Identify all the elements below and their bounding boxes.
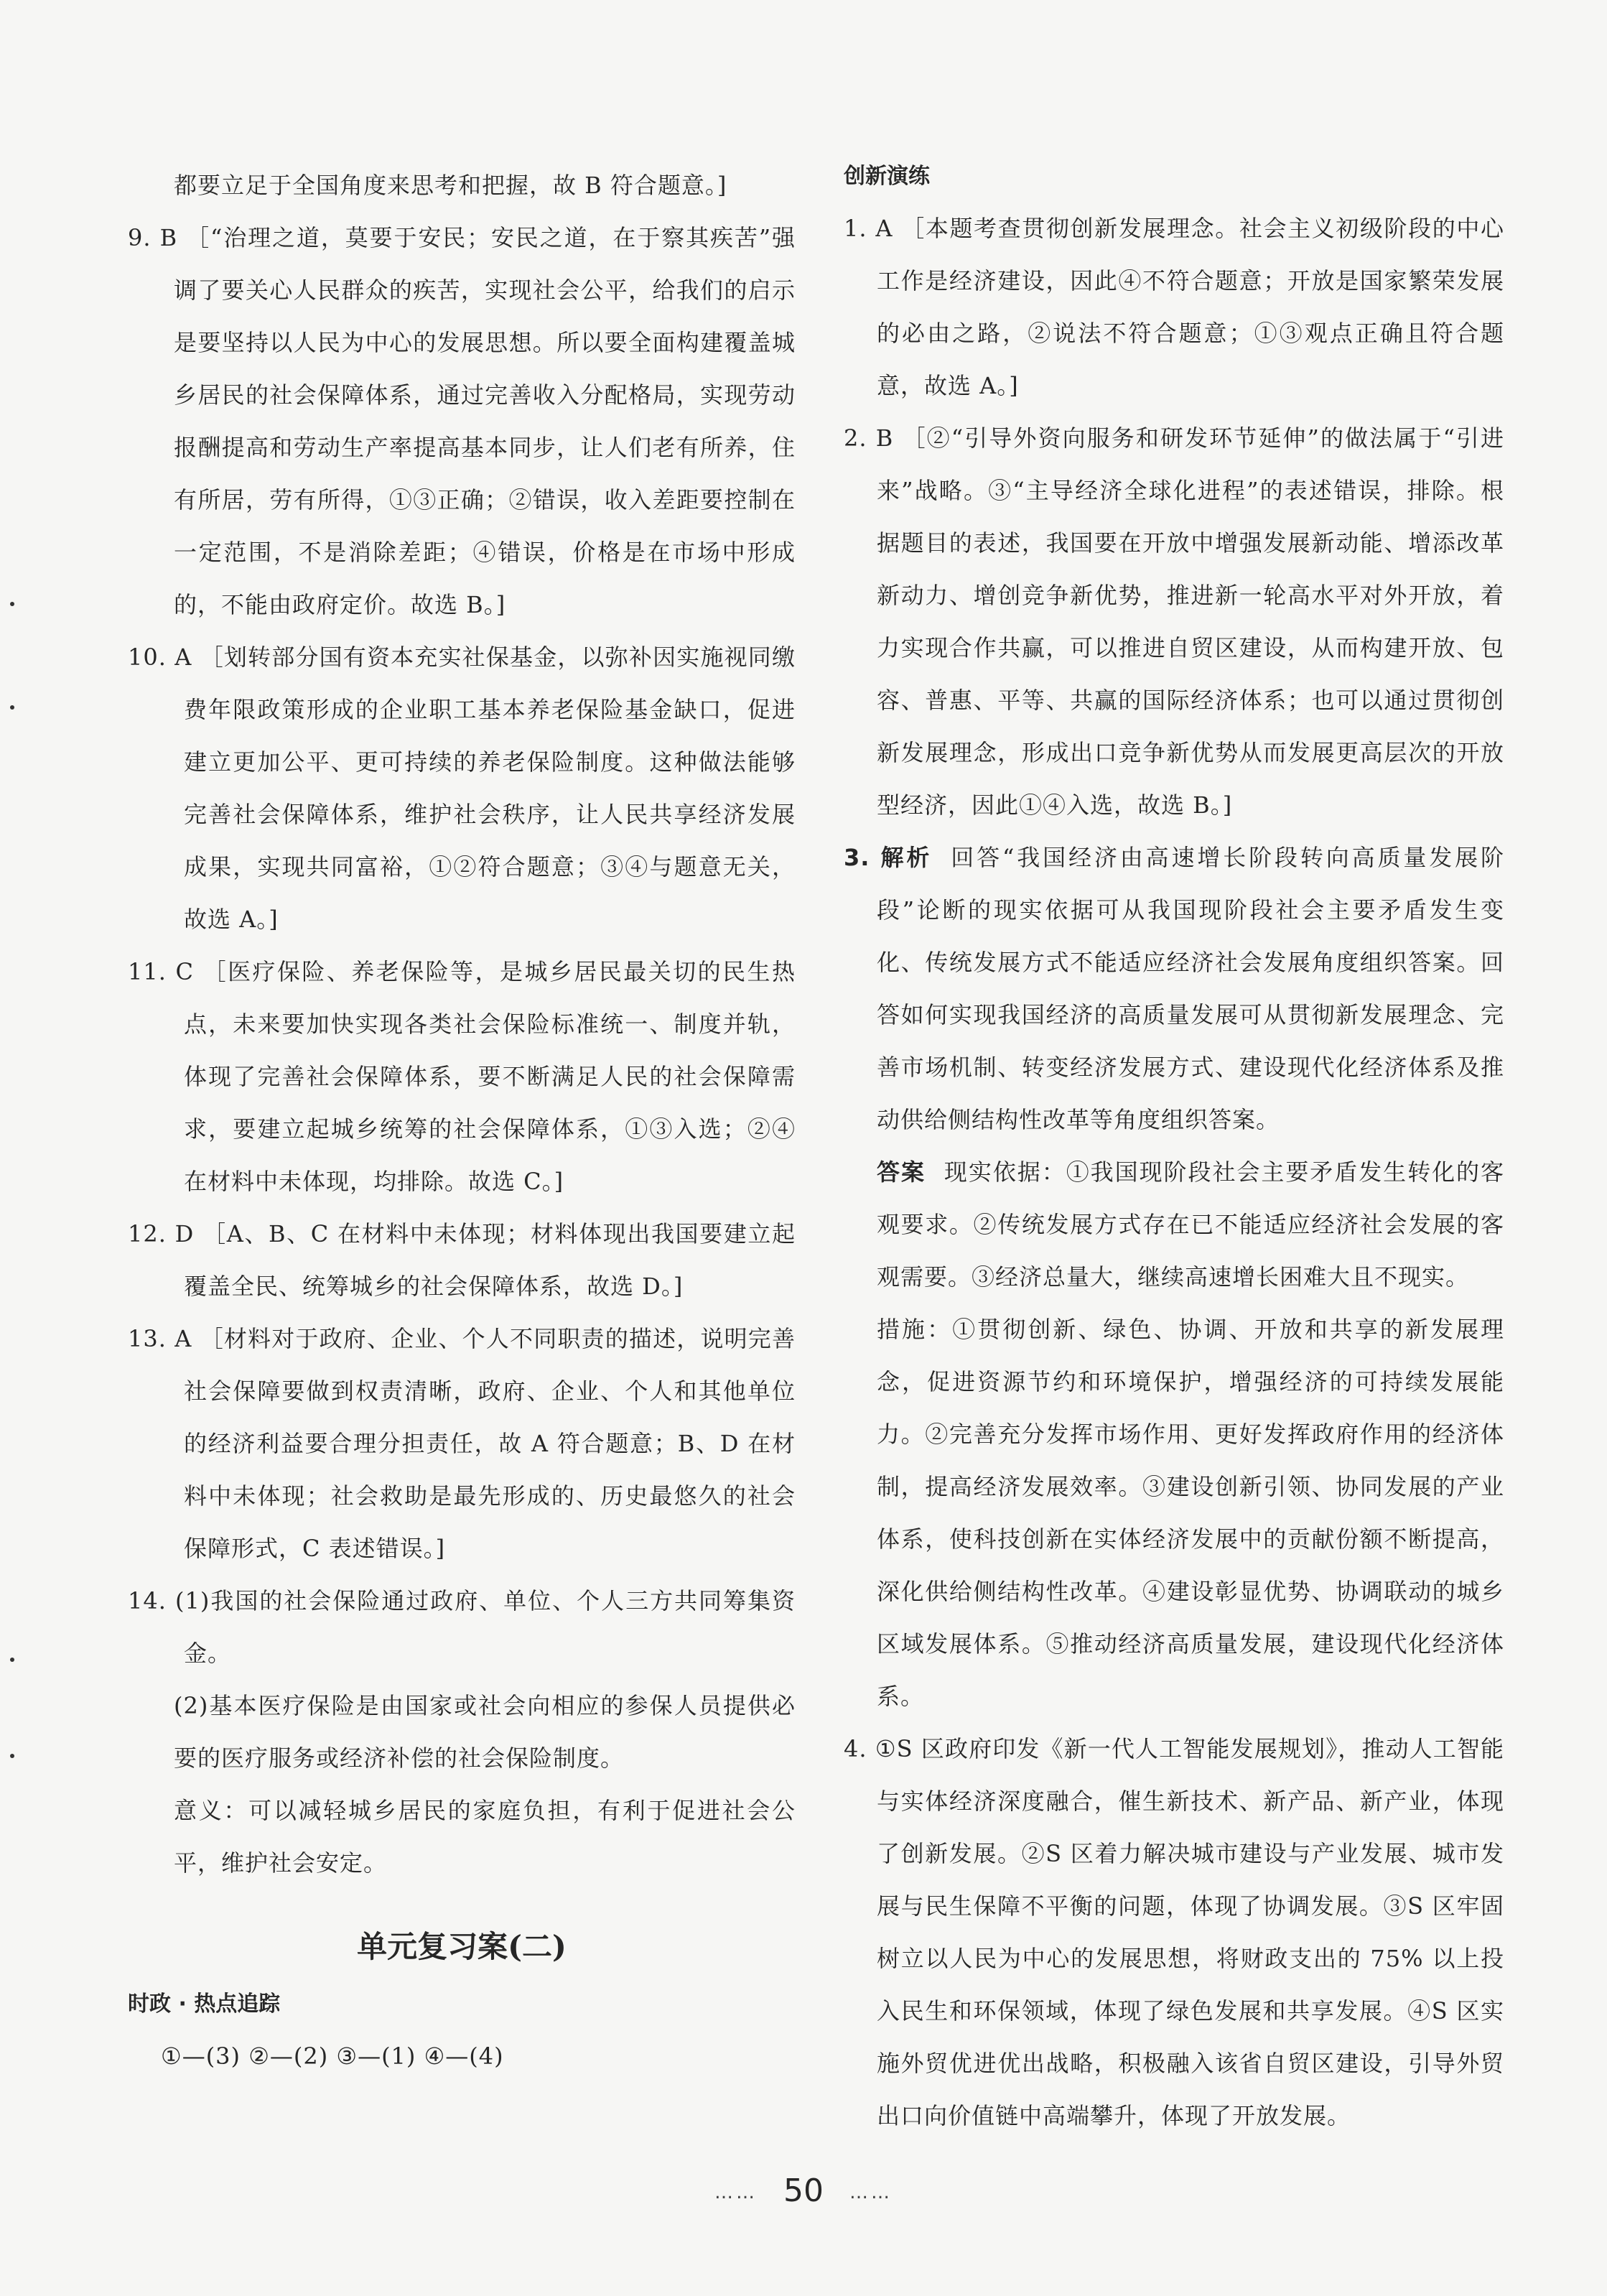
unit-review-title: 单元复习案(二) bbox=[357, 1929, 567, 1964]
answer-11: 11. C ［医疗保险、养老保险等，是城乡居民最关切的民生热点，未来要加快实现各类社会保险标准统一、制度并轨，体现了完善社会保障体系，要不断满足人民的社会保障需求，要建立起城乡统筹的社会保障体系，①③入选；②④在材料中未体现，均排除。故选 C。] bbox=[128, 958, 796, 1195]
footer-dots-left: …… bbox=[714, 2182, 758, 2203]
answer-r3-measures: 措施：①贯彻创新、绿色、协调、开放和共享的新发展理念，促进资源节约和环境保护，增强经济的可持续发展能力。②完善充分发挥市场作用、更好发挥政府作用的经济体制，提高经济发展效率。③建设创新引领、协同发展的产业体系，使科技创新在实体经济发展中的贡献份额不断提高，深化供给侧结构性改革。④建设彰显优势、协调联动的城乡区域发展体系。⑤推动经济高质量发展，建设现代化经济体系。 bbox=[877, 1316, 1504, 1710]
answer-r2: 2. B ［②“引导外资向服务和研发环节延伸”的做法属于“引进来”战略。③“主导经济全球化进程”的表述错误，排除。根据题目的表述，我国要在开放中增强发展新动能、增添改革新动力、增创竞争新优势，推进新一轮高水平对外开放，着力实现合作共赢，可以推进自贸区建设，从而构建开放、包容、普惠、平等、共赢的国际经济体系；也可以通过贯彻创新发展理念，形成出口竞争新优势从而发展更高层次的开放型经济，因此①④入选，故选 B。] bbox=[844, 424, 1504, 819]
answer-r3-basis bbox=[844, 1146, 1504, 1303]
answer-label: 答案 bbox=[877, 1158, 926, 1186]
margin-mark bbox=[10, 602, 14, 606]
analysis-label: 3. 解析 bbox=[844, 844, 933, 871]
margin-mark bbox=[10, 1658, 14, 1662]
margin-mark bbox=[10, 705, 14, 710]
answer-14-part1: 14. (1)我国的社会保险通过政府、单位、个人三方共同筹集资金。 bbox=[128, 1587, 796, 1667]
answer-12: 12. D ［A、B、C 在材料中未体现；材料体现出我国要建立起覆盖全民、统筹城乡的社会保障体系，故选 D。] bbox=[128, 1220, 796, 1300]
footer-dots-right: …… bbox=[849, 2182, 893, 2203]
left-column bbox=[128, 159, 796, 2083]
answer-10: 10. A ［划转部分国有资本充实社保基金，以弥补因实施视同缴费年限政策形成的企业职工基本养老保险基金缺口，促进建立更加公平、更可持续的养老保险制度。这种做法能够完善社会保障体系，维护社会秩序，让人民共享经济发展成果，实现共同富裕，①②符合题意；③④与题意无关，故选 A。] bbox=[128, 643, 796, 933]
answer-r4: 4. ①S 区政府印发《新一代人工智能发展规划》，推动人工智能与实体经济深度融合，催生新技术、新产品、新产业，体现了创新发展。②S 区着力解决城市建设与产业发展、城市发展与民生保障不平衡的问题，体现了协调发展。③S 区牢固树立以人民为中心的发展思想，将财政支出的 75% 以上投入民生和环保领域，体现了绿色发展和共享发展。④S 区实施外贸优进优出战略，积极融入该省自贸区建设，引导外贸出口向价值链中高端攀升，体现了开放发展。 bbox=[844, 1735, 1504, 2129]
answer-r1: 1. A ［本题考查贯彻创新发展理念。社会主义初级阶段的中心工作是经济建设，因此④不符合题意；开放是国家繁荣发展的必由之路，②说法不符合题意；①③观点正确且符合题意，故选 A。] bbox=[844, 215, 1504, 399]
section-heading-current-affairs: 时政 · 热点追踪 bbox=[128, 1991, 281, 2017]
page-footer bbox=[0, 2172, 1607, 2209]
answer-r3-analysis bbox=[844, 832, 1504, 1146]
page-number: 50 bbox=[783, 2172, 824, 2209]
answer-9: 9. B ［“治理之道，莫要于安民；安民之道，在于察其疾苦”强调了要关心人民群众的疾苦，实现社会公平，给我们的启示是要坚持以人民为中心的发展思想。所以要全面构建覆盖城乡居民的社会保障体系，通过完善收入分配格局，实现劳动报酬提高和劳动生产率提高基本同步，让人们老有所养，住有所居，劳有所得，①③正确；②错误，收入差距要控制在一定范围，不是消除差距；④错误，价格是在市场中形成的，不能由政府定价。故选 B。] bbox=[128, 224, 796, 618]
margin-mark bbox=[10, 1754, 14, 1758]
answer-continuation: 都要立足于全国角度来思考和把握，故 B 符合题意。] bbox=[174, 172, 727, 199]
answer-14-part2: (2)基本医疗保险是由国家或社会向相应的参保人员提供必要的医疗服务或经济补偿的社会保险制度。 bbox=[174, 1692, 796, 1772]
answer-14-significance: 意义：可以减轻城乡居民的家庭负担，有利于促进社会公平，维护社会安定。 bbox=[174, 1797, 796, 1877]
right-column bbox=[844, 159, 1504, 2142]
basis-text: 现实依据：①我国现阶段社会主要矛盾发生转化的客观要求。②传统发展方式存在已不能适应经济社会发展的客观需要。③经济总量大，继续高速增长困难大且不现实。 bbox=[877, 1158, 1504, 1291]
analysis-text: 回答“我国经济由高速增长阶段转向高质量发展阶段”论断的现实依据可从我国现阶段社会主要矛盾发生变化、传统发展方式不能适应经济社会发展角度组织答案。回答如何实现我国经济的高质量发展可从贯彻新发展理念、完善市场机制、转变经济发展方式、建设现代化经济体系及推动供给侧结构性改革等角度组织答案。 bbox=[877, 844, 1504, 1133]
matching-answers: ①—(3) ②—(2) ③—(1) ④—(4) bbox=[161, 2042, 504, 2070]
answer-13: 13. A ［材料对于政府、企业、个人不同职责的描述，说明完善社会保障要做到权责清晰，政府、企业、个人和其他单位的经济利益要合理分担责任，故 A 符合题意；B、D 在材料中未体现；社会救助是最先形成的、历史最悠久的社会保障形式，C 表述错误。] bbox=[128, 1325, 796, 1562]
section-heading-innovation-practice: 创新演练 bbox=[844, 164, 930, 189]
